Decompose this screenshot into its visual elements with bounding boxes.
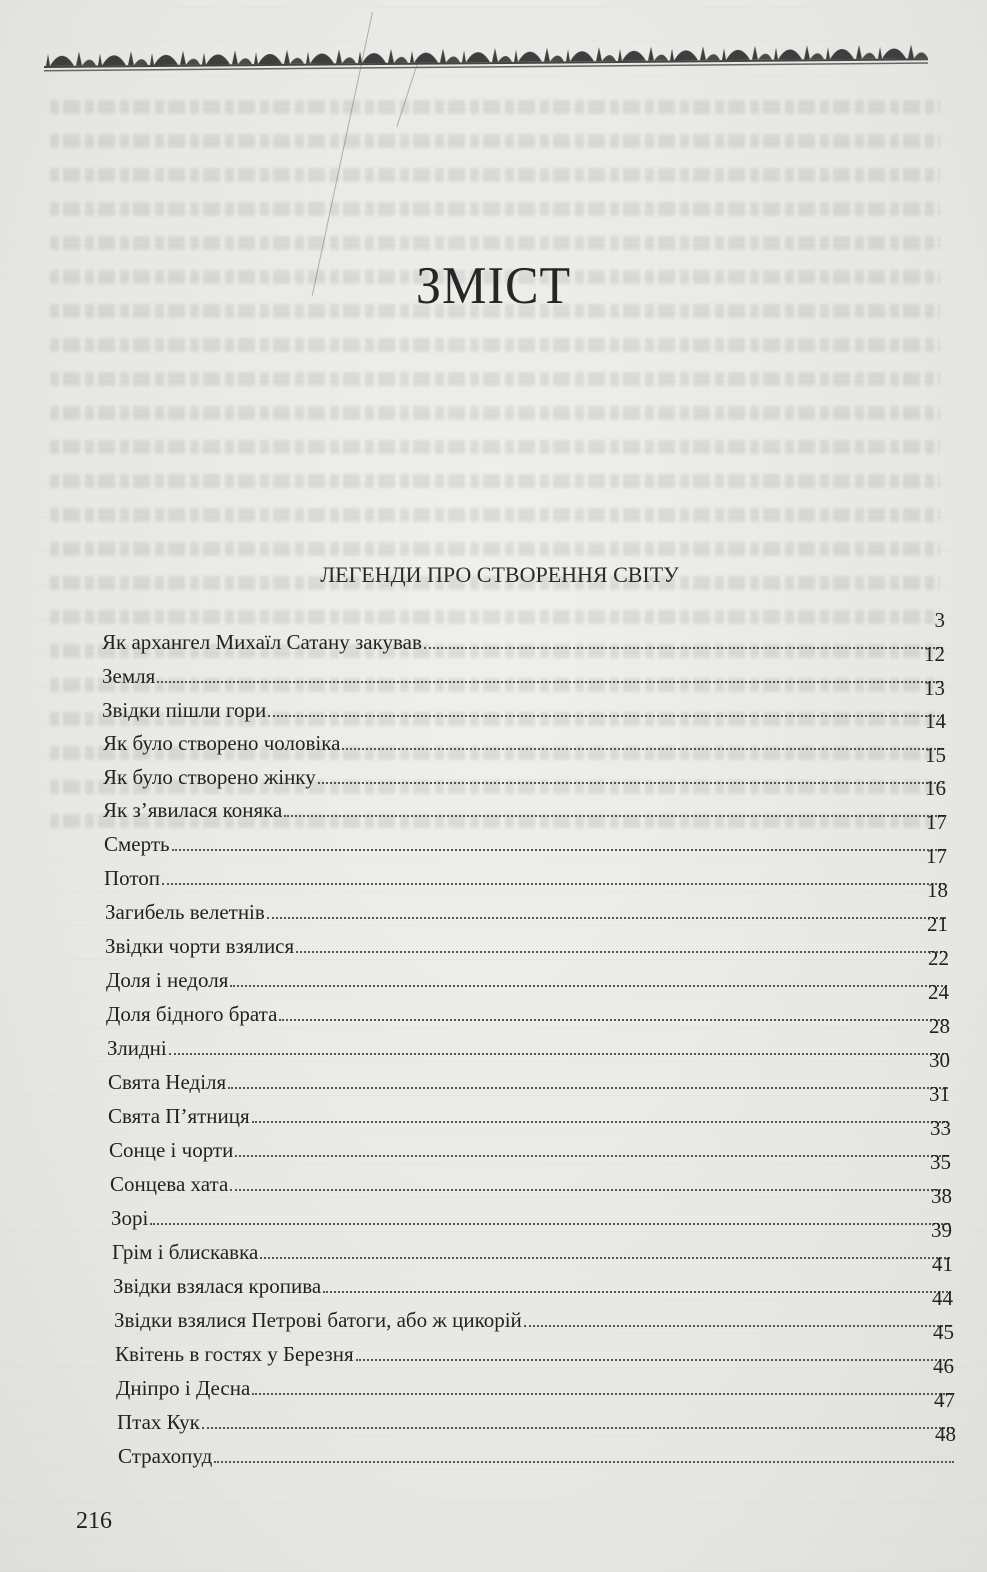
section-title: ЛЕГЕНДИ ПРО СТВОРЕННЯ СВІТУ — [320, 562, 679, 587]
toc-entry-page: 39 — [931, 1218, 952, 1242]
toc-entry-page: 30 — [929, 1048, 950, 1072]
dot-leader — [424, 623, 943, 649]
toc-entry-title: Птах Кук — [117, 1410, 200, 1434]
toc-entry-page: 41 — [932, 1252, 953, 1276]
dot-leader — [296, 927, 946, 953]
dot-leader — [284, 791, 944, 817]
toc-entry-page: 47 — [934, 1388, 955, 1412]
toc-entry-page: 35 — [930, 1150, 951, 1174]
toc-entry-page: 17 — [926, 810, 947, 834]
toc-entry[interactable] — [104, 810, 947, 856]
toc-entry-title: Як було створено жінку — [103, 765, 316, 789]
dot-leader — [323, 1267, 951, 1293]
toc-entry[interactable] — [117, 1388, 955, 1434]
ornamental-border-icon — [44, 36, 928, 76]
toc-entry-page: 22 — [928, 946, 949, 970]
toc-entry-title: Земля — [102, 664, 156, 688]
toc-entry-page: 12 — [924, 642, 945, 666]
toc-entry-title: Як було створено чоловіка — [103, 731, 341, 755]
toc-entry-page: 46 — [933, 1354, 954, 1378]
dot-leader — [342, 724, 944, 750]
toc-entry-page: 38 — [931, 1184, 952, 1208]
toc-entry-page: 48 — [935, 1422, 956, 1446]
toc-entry-title: Загибель велетнів — [105, 900, 265, 924]
toc-entry-title: Доля і недоля — [106, 968, 229, 992]
toc-entry-page: 24 — [928, 980, 949, 1004]
dot-leader — [202, 1403, 953, 1429]
toc-entry-title: Дніпро і Десна — [116, 1376, 251, 1400]
toc-entry[interactable] — [115, 1320, 954, 1366]
toc-entry-page: 14 — [925, 709, 946, 733]
toc-entry-page: 45 — [933, 1320, 954, 1344]
toc-entry[interactable] — [106, 946, 949, 992]
toc-entry-title: Доля бідного брата — [106, 1002, 278, 1026]
toc-entry-page: 33 — [930, 1116, 951, 1140]
toc-entry[interactable] — [105, 878, 948, 924]
toc-entry-title: Потоп — [104, 866, 161, 890]
dot-leader — [169, 1029, 948, 1055]
toc-entry-title: Квітень в гостях у Березня — [115, 1342, 354, 1366]
dot-leader — [157, 657, 943, 683]
toc-entry-page: 3 — [934, 608, 945, 632]
dot-leader — [214, 1437, 954, 1463]
dot-leader — [279, 995, 947, 1021]
toc-entry[interactable] — [102, 608, 945, 654]
dot-leader — [260, 1233, 950, 1259]
toc-entry-title: Страхопуд — [118, 1444, 213, 1468]
dot-leader — [235, 1131, 949, 1157]
toc-entry-title: Свята Неділя — [108, 1070, 227, 1094]
dot-leader — [356, 1335, 952, 1361]
dot-leader — [252, 1369, 952, 1395]
toc-entry[interactable] — [112, 1218, 952, 1264]
toc-entry[interactable] — [116, 1354, 954, 1400]
toc-entry-title: Звідки чорти взялися — [105, 934, 295, 958]
toc-entry-page: 28 — [929, 1014, 950, 1038]
toc-entry-page: 21 — [927, 912, 948, 936]
page-title: ЗМІСТ — [415, 255, 572, 314]
dot-leader — [318, 758, 944, 784]
dot-leader — [252, 1097, 948, 1123]
toc-entry-page: 18 — [927, 878, 948, 902]
toc-entry-title: Сонце і чорти — [109, 1138, 234, 1162]
dot-leader — [150, 1199, 950, 1225]
toc-entry[interactable] — [107, 1014, 950, 1060]
toc-entry-title: Сонцева хата — [110, 1172, 229, 1196]
toc-entry-title: Звідки пішли гори — [102, 698, 267, 722]
toc-entry-title: Свята П’ятниця — [108, 1104, 250, 1128]
toc-entry-page: 15 — [925, 743, 946, 767]
toc-entry[interactable] — [108, 1048, 950, 1094]
toc-entry-title: Звідки взялися Петрові батоги, або ж цикорій — [114, 1308, 522, 1332]
toc-entry-page: 44 — [932, 1286, 953, 1310]
page-number: 216 — [76, 1508, 112, 1534]
toc-entry-title: Смерть — [104, 832, 170, 856]
dot-leader — [230, 961, 947, 987]
toc-entry-title: Звідки взялася кропива — [113, 1274, 322, 1298]
toc-entry-page: 16 — [925, 776, 946, 800]
toc-entry[interactable] — [109, 1116, 951, 1162]
toc-entry[interactable] — [113, 1252, 953, 1298]
toc-entry-page: 31 — [929, 1082, 950, 1106]
toc-entry[interactable] — [111, 1184, 952, 1230]
dot-leader — [172, 825, 945, 851]
dot-leader — [524, 1301, 951, 1327]
toc-entry-page: 13 — [924, 676, 945, 700]
toc-entry[interactable] — [114, 1286, 953, 1332]
toc-entry-page: 17 — [926, 844, 947, 868]
toc-entry[interactable] — [118, 1422, 956, 1468]
toc-entry-title: Зорі — [111, 1206, 149, 1230]
toc-entry-title: Грім і блискавка — [112, 1240, 259, 1264]
dot-leader — [267, 893, 946, 919]
dot-leader — [162, 859, 945, 885]
toc-entry-title: Злидні — [107, 1036, 167, 1060]
dot-leader — [268, 691, 943, 717]
dot-leader — [230, 1165, 949, 1191]
toc-entry[interactable] — [110, 1150, 951, 1196]
dot-leader — [228, 1063, 948, 1089]
toc-entry-title: Як архангел Михаїл Сатану закував — [102, 630, 422, 654]
toc-entry-title: Як з’явилася коняка — [103, 798, 283, 822]
